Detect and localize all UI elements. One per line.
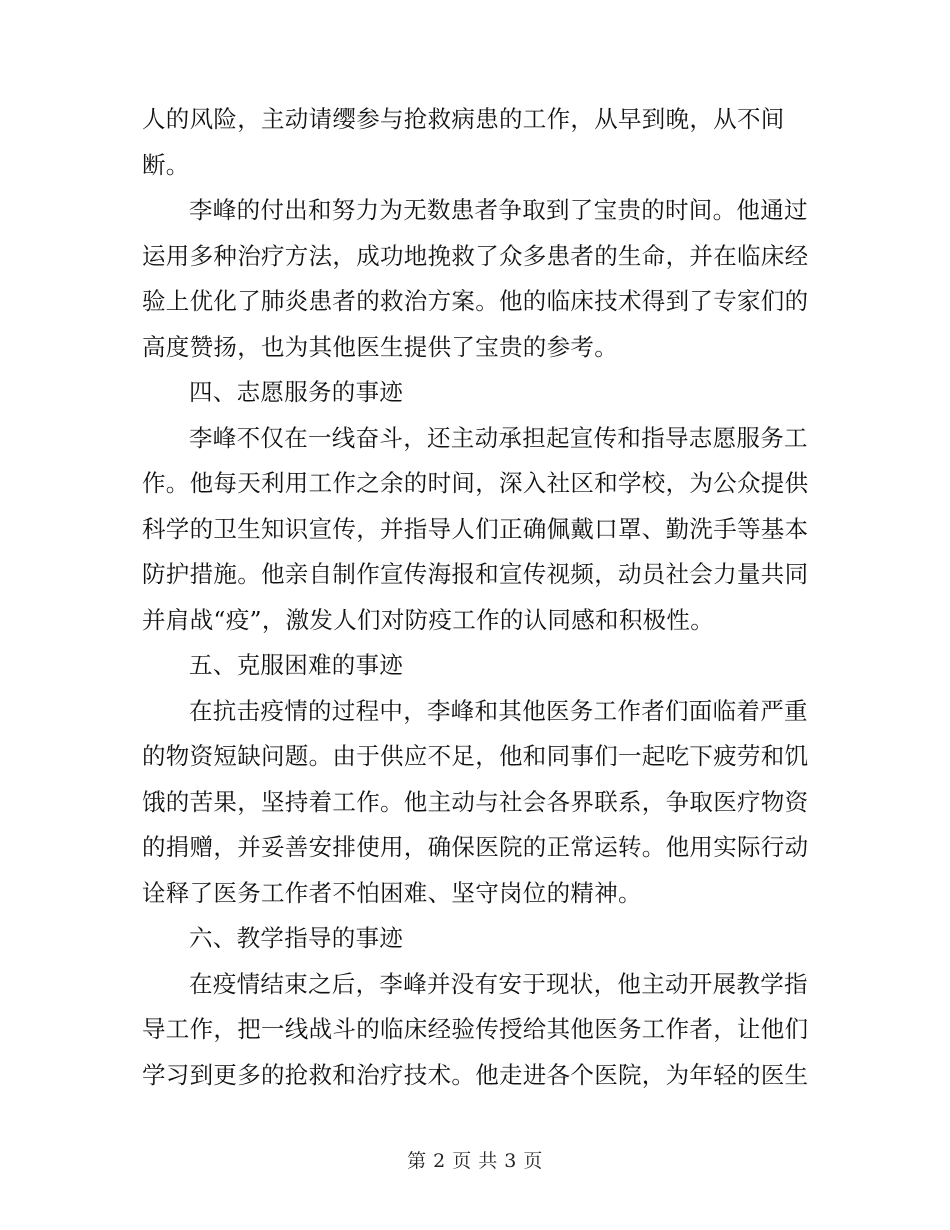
text-line: 人的风险，主动请缨参与抢救病患的工作，从早到晚，从不间 [142,105,785,133]
text-line: 防护措施。他亲自制作宣传海报和宣传视频，动员社会力量共同 [142,560,809,588]
text-line: 并肩战“疫”，激发人们对防疫工作的认同感和积极性。 [142,605,715,634]
text-line: 验上优化了肺炎患者的救治方案。他的临床技术得到了专家们的 [142,287,809,315]
text-line: 诠释了医务工作者不怕困难、坚守岗位的精神。 [142,878,642,907]
text-line: 五、克服困难的事迹 [189,651,404,679]
text-line: 李峰不仅在一线奋斗，还主动承担起宣传和指导志愿服务工 [189,423,808,452]
text-line: 饿的苦果，坚持着工作。他主动与社会各界联系，争取医疗物资 [142,787,809,816]
text-line: 在疫情结束之后，李峰并没有安于现状，他主动开展教学指 [189,969,808,998]
text-line: 在抗击疫情的过程中，李峰和其他医务工作者们面临着严重 [189,696,808,725]
text-line: 断。 [142,150,190,179]
text-line: 学习到更多的抢救和治疗技术。他走进各个医院，为年轻的医生 [142,1060,809,1089]
text-line: 的物资短缺问题。由于供应不足，他和同事们一起吃下疲劳和饥 [142,742,809,770]
text-line: 运用多种治疗方法，成功地挽救了众多患者的生命，并在临床经 [142,241,809,270]
text-line: 科学的卫生知识宣传，并指导人们正确佩戴口罩、勤洗手等基本 [142,514,809,543]
text-line: 四、志愿服务的事迹 [189,378,404,406]
text-line: 高度赞扬，也为其他医生提供了宝贵的参考。 [142,332,618,361]
page-number-footer: 第 2 页 共 3 页 [407,1150,543,1172]
text-line: 的捐赠，并妥善安排使用，确保医院的正常运转。他用实际行动 [142,833,809,861]
text-line: 六、教学指导的事迹 [189,924,404,952]
text-line: 作。他每天利用工作之余的时间，深入社区和学校，为公众提供 [142,469,809,497]
body-text [142,97,808,1098]
text-line: 导工作，把一线战斗的临床经验传授给其他医务工作者，让他们 [142,1015,809,1043]
text-line: 李峰的付出和努力为无数患者争取到了宝贵的时间。他通过 [189,196,808,224]
